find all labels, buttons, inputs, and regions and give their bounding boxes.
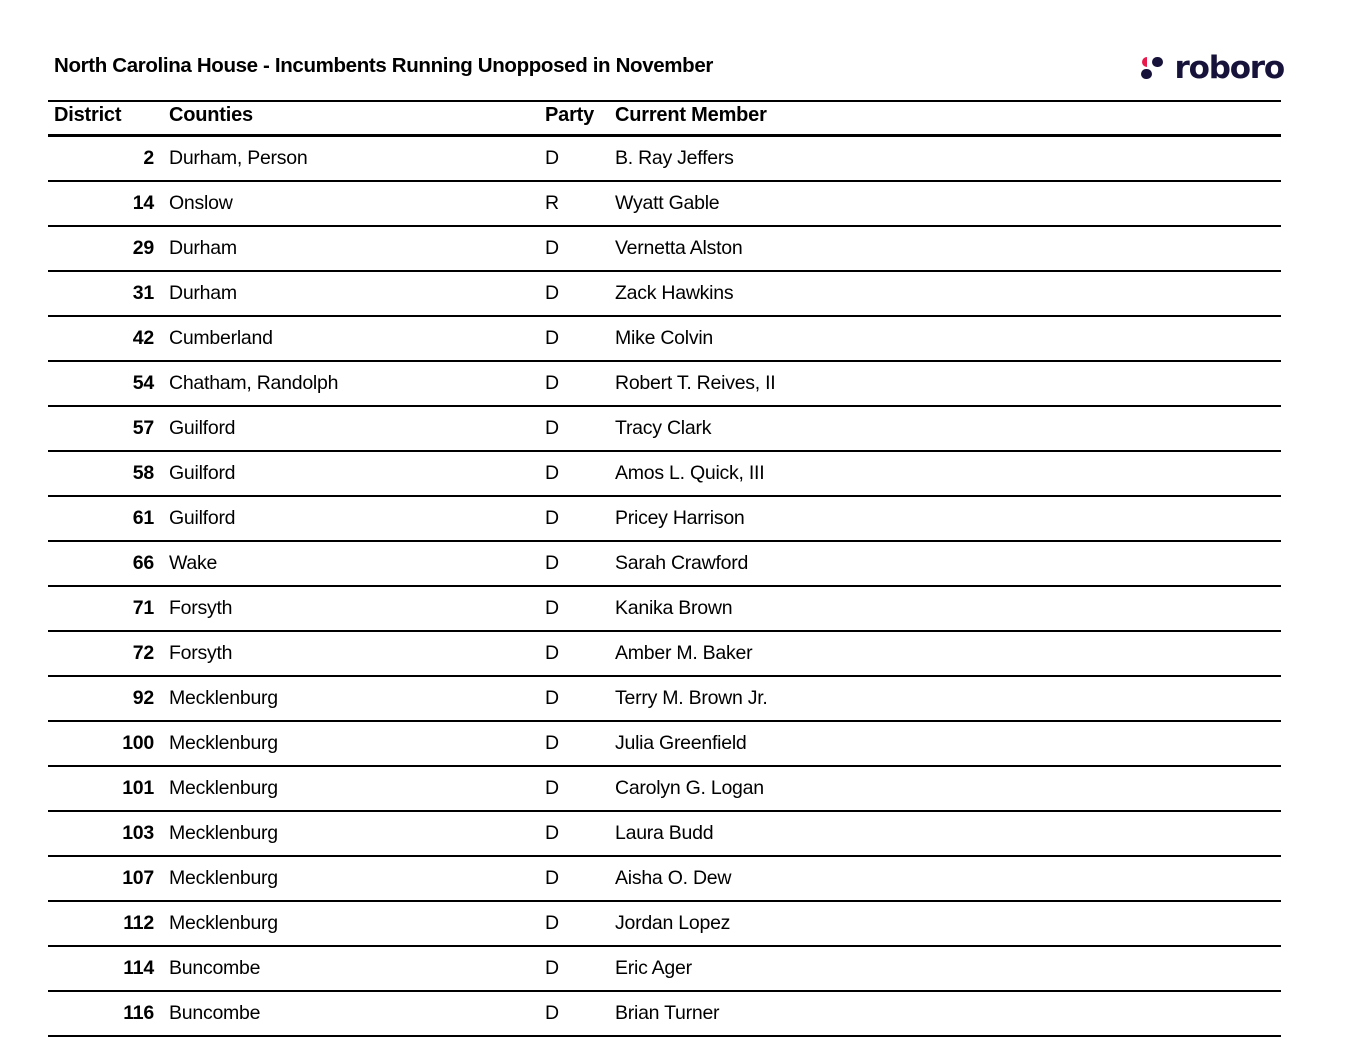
incumbents-table-container [48, 100, 1281, 1037]
cell-district: 54 [48, 361, 160, 406]
column-header-current-member: Current Member [611, 101, 1281, 136]
table-row [48, 721, 1281, 766]
cell-current-member: Sarah Crawford [611, 541, 1281, 586]
cell-district: 72 [48, 631, 160, 676]
cell-district: 114 [48, 946, 160, 991]
cell-counties: Mecklenburg [160, 811, 543, 856]
cell-party: D [543, 631, 611, 676]
table-row [48, 181, 1281, 226]
cell-current-member: Brian Turner [611, 991, 1281, 1036]
cell-party: D [543, 226, 611, 271]
cell-current-member: Laura Budd [611, 811, 1281, 856]
cell-party: D [543, 676, 611, 721]
table-row [48, 496, 1281, 541]
cell-current-member: Eric Ager [611, 946, 1281, 991]
table-row [48, 541, 1281, 586]
column-header-party: Party [543, 101, 611, 136]
cell-party: D [543, 541, 611, 586]
cell-district: 61 [48, 496, 160, 541]
cell-party: D [543, 406, 611, 451]
table-row [48, 901, 1281, 946]
cell-current-member: Amos L. Quick, III [611, 451, 1281, 496]
cell-current-member: Terry M. Brown Jr. [611, 676, 1281, 721]
cell-current-member: Kanika Brown [611, 586, 1281, 631]
cell-party: D [543, 271, 611, 316]
cell-counties: Guilford [160, 406, 543, 451]
table-row [48, 811, 1281, 856]
cell-party: R [543, 181, 611, 226]
cell-district: 29 [48, 226, 160, 271]
cell-counties: Onslow [160, 181, 543, 226]
cell-current-member: Wyatt Gable [611, 181, 1281, 226]
cell-current-member: Amber M. Baker [611, 631, 1281, 676]
cell-district: 92 [48, 676, 160, 721]
cell-party: D [543, 901, 611, 946]
table-row [48, 631, 1281, 676]
cell-current-member: Tracy Clark [611, 406, 1281, 451]
cell-district: 57 [48, 406, 160, 451]
cell-counties: Cumberland [160, 316, 543, 361]
table-header [48, 101, 1281, 136]
cell-current-member: B. Ray Jeffers [611, 136, 1281, 182]
cell-counties: Buncombe [160, 991, 543, 1036]
cell-district: 101 [48, 766, 160, 811]
table-row [48, 361, 1281, 406]
brand-wordmark: roboro [1174, 49, 1284, 86]
cell-current-member: Robert T. Reives, II [611, 361, 1281, 406]
cell-district: 42 [48, 316, 160, 361]
cell-district: 58 [48, 451, 160, 496]
cell-district: 116 [48, 991, 160, 1036]
cell-counties: Durham, Person [160, 136, 543, 182]
cell-district: 2 [48, 136, 160, 182]
table-row [48, 271, 1281, 316]
table-row [48, 451, 1281, 496]
cell-counties: Mecklenburg [160, 721, 543, 766]
page-title: North Carolina House - Incumbents Running Unopposed in November [54, 54, 714, 77]
cell-district: 31 [48, 271, 160, 316]
cell-counties: Chatham, Randolph [160, 361, 543, 406]
cell-party: D [543, 766, 611, 811]
document-header [0, 49, 1346, 94]
cell-counties: Mecklenburg [160, 676, 543, 721]
cell-current-member: Mike Colvin [611, 316, 1281, 361]
brand-logo [1139, 48, 1284, 88]
cell-current-member: Carolyn G. Logan [611, 766, 1281, 811]
cell-district: 112 [48, 901, 160, 946]
table-row [48, 856, 1281, 901]
table-header-row [48, 101, 1281, 136]
cell-counties: Durham [160, 271, 543, 316]
cell-party: D [543, 946, 611, 991]
table-row [48, 586, 1281, 631]
cell-counties: Forsyth [160, 631, 543, 676]
cell-counties: Wake [160, 541, 543, 586]
cell-counties: Guilford [160, 451, 543, 496]
cell-current-member: Zack Hawkins [611, 271, 1281, 316]
cell-district: 71 [48, 586, 160, 631]
cell-counties: Mecklenburg [160, 901, 543, 946]
mark-dot-top-right-icon [1152, 57, 1163, 68]
cell-party: D [543, 721, 611, 766]
cell-current-member: Jordan Lopez [611, 901, 1281, 946]
cell-current-member: Aisha O. Dew [611, 856, 1281, 901]
table-row [48, 226, 1281, 271]
cell-party: D [543, 991, 611, 1036]
cell-current-member: Vernetta Alston [611, 226, 1281, 271]
cell-party: D [543, 316, 611, 361]
mark-dot-bottom-left-icon [1141, 69, 1152, 80]
cell-counties: Durham [160, 226, 543, 271]
cell-party: D [543, 586, 611, 631]
cell-counties: Buncombe [160, 946, 543, 991]
cell-party: D [543, 136, 611, 182]
table-row [48, 136, 1281, 182]
incumbents-table [48, 100, 1281, 1037]
table-body [48, 136, 1281, 1037]
cell-current-member: Julia Greenfield [611, 721, 1281, 766]
cell-counties: Forsyth [160, 586, 543, 631]
cell-current-member: Pricey Harrison [611, 496, 1281, 541]
cell-district: 100 [48, 721, 160, 766]
table-row [48, 766, 1281, 811]
cell-party: D [543, 856, 611, 901]
cell-district: 103 [48, 811, 160, 856]
table-row [48, 406, 1281, 451]
accent-half-dot-icon [1142, 57, 1147, 68]
cell-counties: Mecklenburg [160, 856, 543, 901]
table-row [48, 991, 1281, 1036]
cell-party: D [543, 811, 611, 856]
cell-party: D [543, 496, 611, 541]
table-row [48, 316, 1281, 361]
cell-counties: Mecklenburg [160, 766, 543, 811]
cell-district: 66 [48, 541, 160, 586]
cell-district: 14 [48, 181, 160, 226]
cell-district: 107 [48, 856, 160, 901]
column-header-district: District [48, 101, 160, 136]
cell-counties: Guilford [160, 496, 543, 541]
cell-party: D [543, 361, 611, 406]
table-row [48, 676, 1281, 721]
column-header-counties: Counties [160, 101, 543, 136]
roboro-mark-icon [1139, 55, 1166, 82]
table-row [48, 946, 1281, 991]
cell-party: D [543, 451, 611, 496]
